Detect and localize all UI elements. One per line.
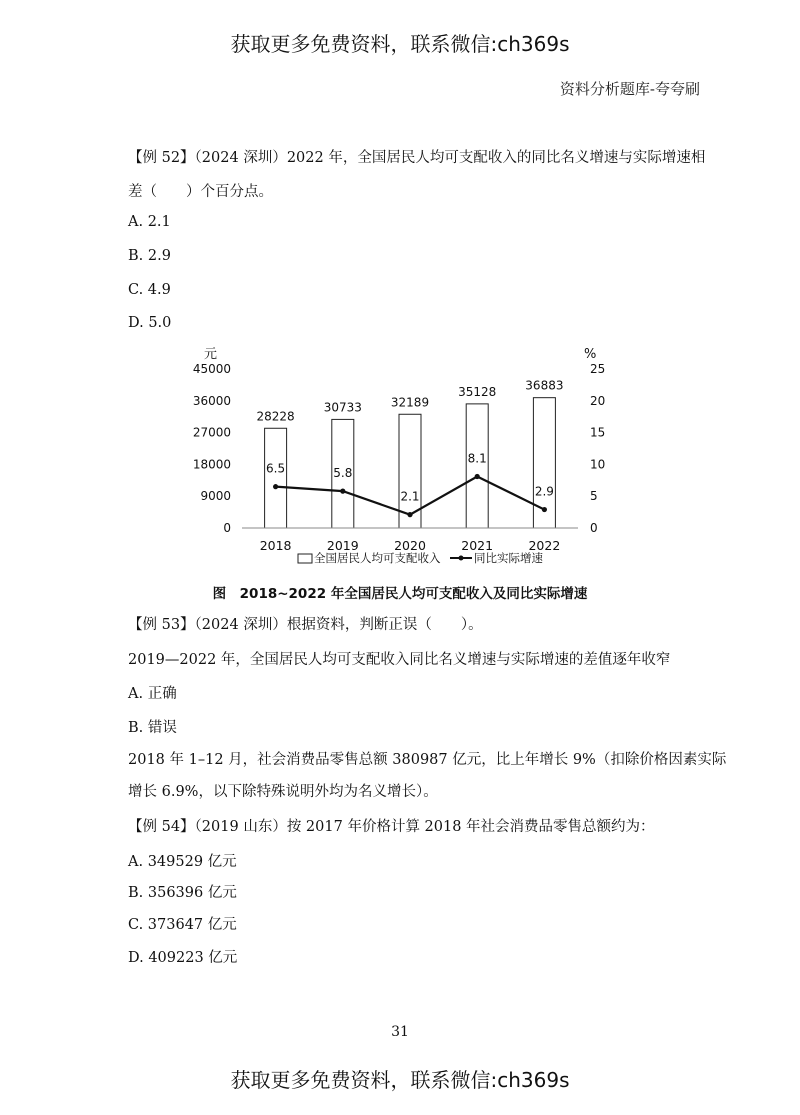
header-title: 资料分析题库-夸夸刷: [559, 80, 700, 98]
promo-text-top: 获取更多免费资料，联系微信:ch369s: [230, 32, 570, 56]
legend-bar-label: 全国居民人均可支配收入: [314, 551, 441, 565]
q52-option-d: D. 5.0: [128, 315, 172, 331]
x-tick-label: 2020: [394, 538, 426, 553]
left-tick-label: 27000: [192, 425, 231, 440]
income-bar: [466, 404, 488, 528]
q52-option-b: B. 2.9: [128, 248, 171, 264]
right-axis: [584, 347, 605, 535]
q53-option-b: B. 错误: [128, 720, 177, 736]
left-tick-label: 36000: [192, 393, 231, 408]
chart-legend: [298, 551, 543, 565]
left-tick-label: 0: [223, 521, 231, 535]
q53-stem-line2: 2019—2022 年，全国居民人均可支配收入同比名义增速与实际增速的差值逐年收窄: [128, 652, 671, 668]
growth-label: 2.1: [400, 489, 420, 504]
promo-text-bottom: 获取更多免费资料，联系微信:ch369s: [230, 1068, 570, 1092]
q54-option-c: C. 373647 亿元: [128, 917, 237, 933]
left-tick-label: 45000: [192, 362, 231, 376]
left-tick-label: 9000: [200, 489, 231, 504]
material-line1: 2018 年 1–12 月，社会消费品零售总额 380987 亿元，比上年增长 9%（扣除价格因素实际: [128, 752, 727, 768]
right-tick-label: 15: [590, 425, 606, 440]
right-axis-unit: %: [584, 347, 597, 362]
q52-stem-line2: 差（ ）个百分点。: [128, 184, 273, 200]
x-tick-label: 2022: [528, 538, 561, 553]
income-bar-label: 30733: [323, 400, 362, 415]
right-tick-label: 10: [590, 457, 606, 472]
q54-option-d: D. 409223 亿元: [128, 950, 238, 966]
income-bar-label: 36883: [525, 378, 564, 393]
income-bar: [265, 428, 287, 528]
growth-label: 2.9: [534, 484, 554, 499]
q54-option-a: A. 349529 亿元: [128, 854, 237, 870]
x-tick-label: 2019: [326, 538, 359, 553]
growth-point: [475, 474, 480, 479]
x-tick-label: 2021: [461, 538, 494, 553]
q52-option-c: C. 4.9: [128, 282, 171, 298]
legend-line-marker: [459, 556, 464, 561]
right-tick-label: 5: [590, 489, 598, 504]
growth-point: [542, 507, 547, 512]
q53-option-a: A. 正确: [128, 686, 177, 702]
right-tick-label: 25: [590, 362, 606, 376]
right-tick-label: 20: [590, 393, 606, 408]
growth-point: [340, 489, 345, 494]
legend-bar-swatch: [298, 554, 312, 563]
income-bar-label: 32189: [390, 395, 430, 410]
left-axis: [193, 347, 231, 535]
figure-caption: 图 2018~2022 年全国居民人均可支配收入及同比实际增速: [212, 586, 588, 602]
q54-stem-line1: 【例 54】（2019 山东）按 2017 年价格计算 2018 年社会消费品零售总额约为：: [128, 819, 655, 835]
income-bar-label: 35128: [458, 384, 497, 399]
growth-point: [407, 512, 412, 517]
material-line2: 增长 6.9%，以下除特殊说明外均为名义增长）。: [128, 784, 438, 800]
bar-series: [257, 379, 564, 528]
left-axis-unit: 元: [204, 347, 218, 362]
left-tick-label: 18000: [192, 457, 231, 472]
growth-point: [273, 484, 278, 489]
q52-option-a: A. 2.1: [128, 214, 171, 230]
q52-stem-line1: 【例 52】（2024 深圳）2022 年，全国居民人均可支配收入的同比名义增速与实际增速相: [128, 150, 706, 166]
q53-stem-line1: 【例 53】（2024 深圳）根据资料，判断正误（ ）。: [128, 617, 483, 633]
x-axis: [242, 528, 578, 553]
x-tick-label: 2018: [259, 538, 292, 553]
income-bar-label: 28228: [256, 409, 295, 424]
right-tick-label: 0: [590, 521, 598, 535]
growth-label: 6.5: [266, 461, 286, 476]
q54-option-b: B. 356396 亿元: [128, 885, 237, 901]
growth-label: 5.8: [333, 466, 353, 481]
growth-label: 8.1: [467, 451, 487, 466]
legend-line-label: 同比实际增速: [474, 551, 543, 565]
income-chart: [0, 340, 800, 580]
page-number: 31: [391, 1024, 409, 1040]
